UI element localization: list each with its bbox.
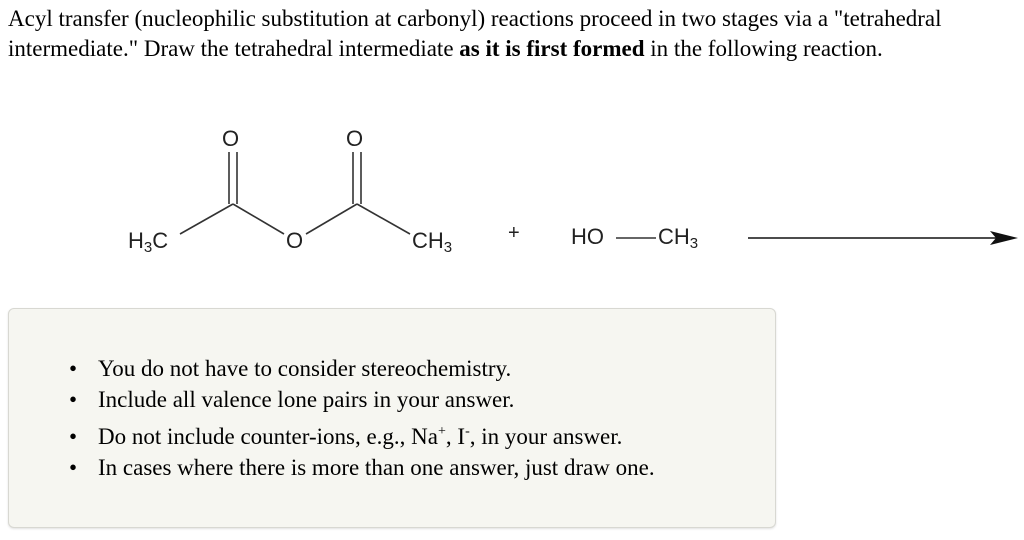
list-item: • You do not have to consider stereochemistry. bbox=[69, 353, 655, 384]
plus-sign: + bbox=[508, 222, 520, 244]
bullet: • bbox=[69, 356, 78, 381]
question-part-2: in the following reaction. bbox=[644, 36, 883, 61]
instructions-list bbox=[69, 353, 655, 483]
carbonyl-oxygen-right: O bbox=[346, 126, 364, 151]
bond-ch3-c1 bbox=[180, 204, 233, 234]
alcohol-methyl-label: $CH_3$ bbox=[658, 224, 699, 252]
alcohol-oh-label: HO bbox=[571, 224, 604, 249]
carbonyl-oxygen-left: O bbox=[222, 126, 240, 151]
left-methyl-label: $H_3C$ bbox=[128, 228, 169, 256]
bond-c2-ch3 bbox=[357, 204, 410, 234]
question-part-1: Acyl transfer (nucleophilic substitution at carbonyl) reactions proceed in two stages via a "tetrahedral intermediate." Draw the tetrahedral intermediate bbox=[8, 6, 942, 61]
reaction-scheme bbox=[0, 110, 1024, 290]
bond-obridge-c2 bbox=[306, 204, 357, 234]
bullet: • bbox=[69, 387, 78, 412]
reaction-bonds bbox=[0, 110, 1024, 290]
right-methyl-label: $CH_3$ bbox=[412, 228, 453, 256]
bullet: • bbox=[69, 455, 78, 480]
instructions-box bbox=[8, 308, 776, 528]
bond-c1-obridge bbox=[233, 204, 284, 234]
question-emphasis: as it is first formed bbox=[459, 36, 645, 61]
list-item: • In cases where there is more than one answer, just draw one. bbox=[69, 452, 655, 483]
list-item: • Include all valence lone pairs in your answer. bbox=[69, 384, 655, 415]
question-text bbox=[8, 4, 1008, 64]
bridging-oxygen: O bbox=[286, 228, 304, 253]
list-item: • Do not include counter-ions, e.g., Na+, I-, in your answer. bbox=[69, 421, 655, 452]
bullet: • bbox=[69, 424, 78, 449]
